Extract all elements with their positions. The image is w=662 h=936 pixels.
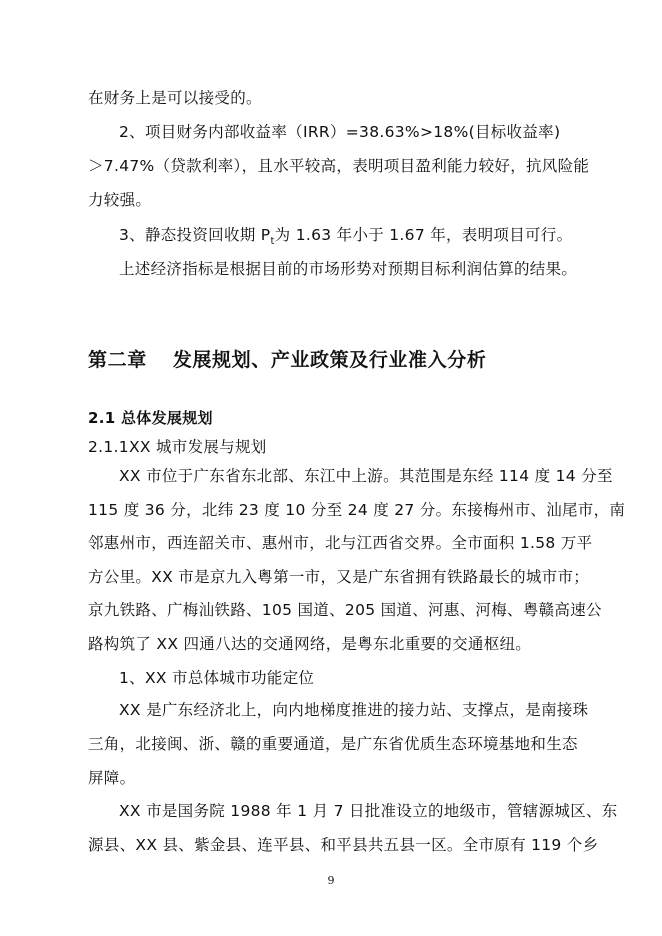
chapter-number: 第二章 — [88, 349, 147, 371]
subscript: t — [270, 236, 275, 248]
paragraph-text: 为 1.63 年小于 1.67 年，表明项目可行。 — [274, 226, 573, 244]
body-line: 京九铁路、广梅汕铁路、105 国道、205 国道、河惠、河梅、粤赣高速公 — [88, 601, 602, 619]
page-number: 9 — [327, 874, 335, 887]
body-line: 源县、XX 县、紫金县、连平县、和平县共五县一区。全市原有 119 个乡 — [88, 836, 599, 854]
body-line: XX 市是国务院 1988 年 1 月 7 日批准设立的地级市，管辖源城区、东 — [119, 802, 618, 820]
body-line: 三角，北接闽、浙、赣的重要通道，是广东省优质生态环境基地和生态 — [88, 735, 578, 753]
chapter-heading — [88, 350, 486, 370]
body-line: 115 度 36 分，北纬 23 度 10 分至 24 度 27 分。东接梅州市、汕尾市，南 — [88, 501, 626, 519]
paragraph-line: 力较强。 — [88, 191, 152, 209]
paragraph-text: 3、静态投资回收期 P — [119, 226, 271, 244]
body-line: 路构筑了 XX 四通八达的交通网络，是粤东北重要的交通枢纽。 — [88, 635, 532, 653]
paragraph-line: ＞7.47%（贷款利率），且水平较高，表明项目盈利能力较好，抗风险能 — [88, 157, 590, 175]
paragraph-line — [119, 225, 572, 252]
paragraph-line: 在财务上是可以接受的。 — [88, 89, 262, 107]
paragraph-line: 上述经济指标是根据目前的市场形势对预期目标利润估算的结果。 — [119, 260, 578, 278]
body-line: XX 市位于广东省东北部、东江中上游。其范围是东经 114 度 14 分至 — [119, 467, 613, 485]
body-line: 方公里。XX 市是京九入粤第一市，又是广东省拥有铁路最长的城市市； — [88, 568, 590, 586]
subsection-heading: 2.1.1XX 城市发展与规划 — [88, 438, 267, 456]
body-line: 邻惠州市，西连韶关市、惠州市，北与江西省交界。全市面积 1.58 万平 — [88, 534, 593, 552]
paragraph-line: 2、项目财务内部收益率（IRR）=38.63%>18%(目标收益率) — [119, 123, 561, 141]
body-line: 1、XX 市总体城市功能定位 — [119, 669, 315, 687]
body-line: XX 是广东经济北上，向内地梯度推进的接力站、支撑点，是南接珠 — [119, 701, 589, 719]
chapter-title: 发展规划、产业政策及行业准入分析 — [172, 349, 487, 371]
body-line: 屏障。 — [88, 769, 136, 787]
section-heading: 2.1 总体发展规划 — [88, 409, 213, 427]
